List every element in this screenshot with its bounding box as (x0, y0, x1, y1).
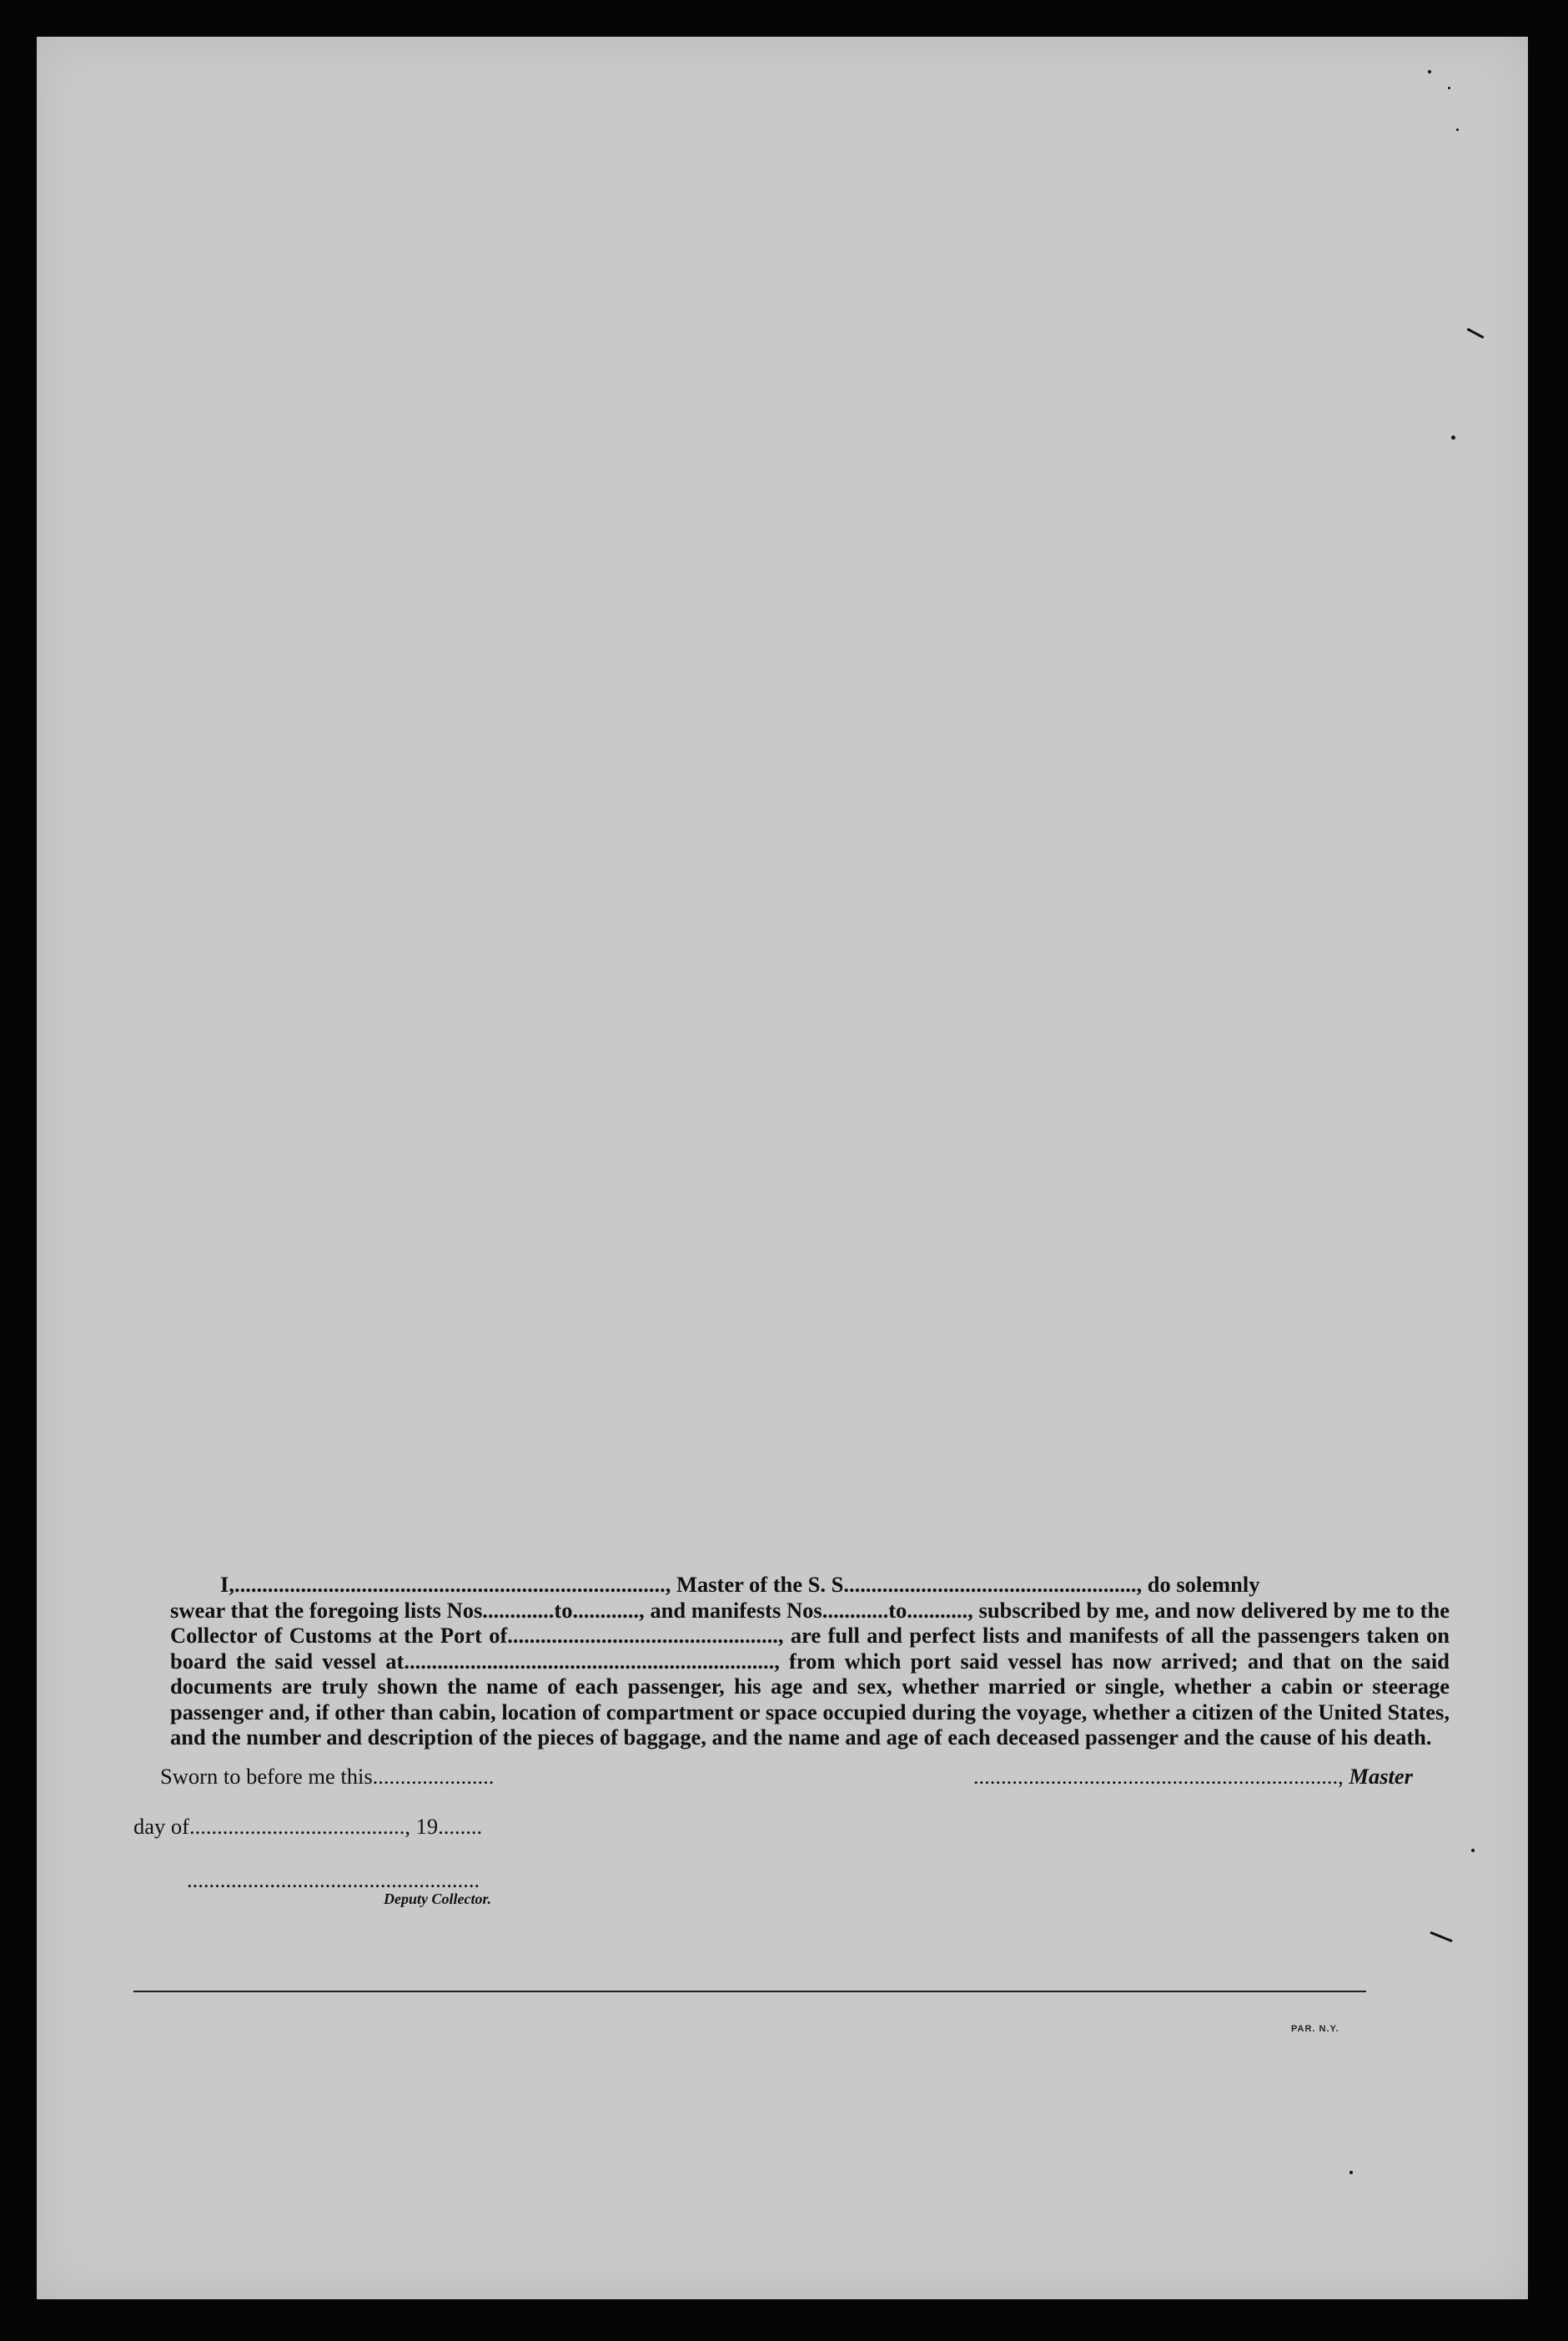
deputy-collector-label: Deputy Collector. (384, 1890, 491, 1907)
oath-first-line: I,.............................................................................., Master of the S. S....................................................., do solemnly (220, 1572, 1260, 1597)
ink-mark (1467, 328, 1485, 339)
ink-speck (1428, 70, 1431, 73)
footer-rule (133, 1991, 1366, 1992)
deputy-collector-signature-line: ..................................................... (187, 1867, 480, 1892)
day-of-line: day of......................................., 19........ (133, 1814, 483, 1839)
printer-mark: PAR. N.Y. (1291, 2024, 1339, 2034)
manifest-back-page (37, 37, 1528, 2299)
master-signature-line (866, 1764, 1413, 1790)
ink-speck (1471, 1849, 1475, 1852)
ink-mark (1430, 1931, 1452, 1942)
ink-speck (1451, 435, 1455, 440)
sworn-before-line: Sworn to before me this...................... (160, 1764, 495, 1789)
oath-paragraph (170, 1572, 1450, 1750)
ink-speck (1448, 87, 1450, 89)
ink-speck (1349, 2171, 1353, 2174)
oath-body: swear that the foregoing lists Nos.............to............, and manifests Nos............to..........., subscribed by me, and now delivered by me to the Collector of Customs at the Port of................................................., are full and perfect lists and manifests of all the passengers taken on board the said vessel at..................................................................., from which port said vessel has now arrived; and that on the said documents are truly shown the name of each passenger, his age and sex, whether married or single, whether a cabin or steerage passenger and, if other than cabin, location of compartment or space occupied during the voyage, whether a citizen of the United States, and the number and description of the pieces of baggage, and the name and age of each deceased passenger and the cause of his death. (170, 1597, 1450, 1749)
master-label: Master (1349, 1764, 1413, 1789)
master-signature-dots: .................................................................., (972, 1764, 1344, 1789)
ink-speck (1456, 128, 1459, 131)
